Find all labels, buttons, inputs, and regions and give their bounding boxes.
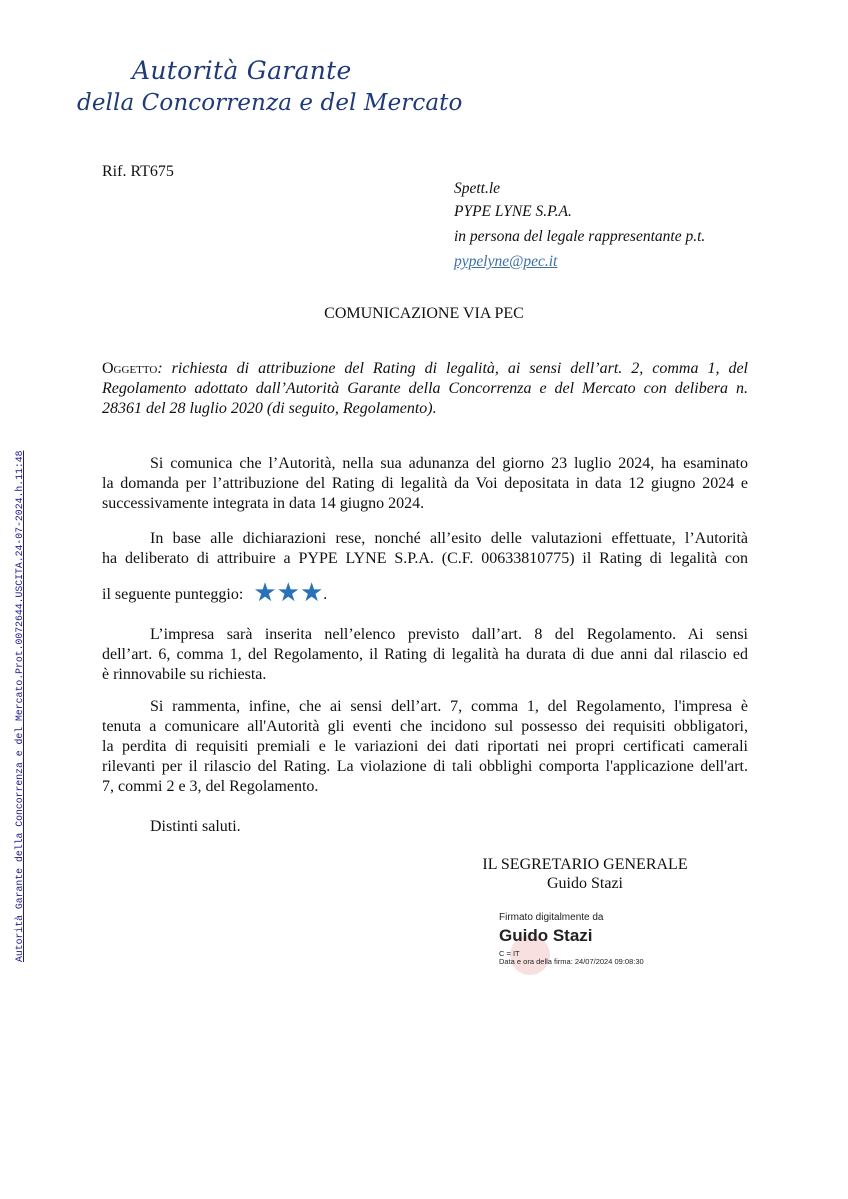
star-icon: ★ [276, 578, 300, 607]
star-icon: ★ [253, 578, 277, 607]
paragraph-4-line-2: tenuta a comunicare all'Autorità gli eventi che incidono sul possesso dei requisiti obbligatori, [102, 718, 748, 735]
subject-line-2: Regolamento adottato dall’Autorità Garante della Concorrenza e del Mercato con delibera n. [102, 380, 748, 397]
paragraph-4-line-1: Si rammenta, infine, che ai sensi dell’art. 7, comma 1, del Regolamento, l'impresa è [150, 698, 748, 715]
paragraph-4-line-5: 7, commi 2 e 3, del Regolamento. [102, 778, 319, 795]
subject-label: Oggetto [102, 360, 158, 377]
signer-title: IL SEGRETARIO GENERALE [482, 856, 688, 873]
paragraph-4-line-4: rilevanti per il rilascio del Rating. La violazione di tali obblighi comporta l'applicazione dell'art. [102, 758, 748, 775]
recipient-company: PYPE LYNE S.P.A. [454, 203, 572, 220]
score-label: il seguente punteggio: [102, 586, 244, 603]
recipient-email-link[interactable]: pypelyne@pec.it [454, 253, 558, 270]
paragraph-1-line-1: Si comunica che l’Autorità, nella sua adunanza del giorno 23 luglio 2024, ha esaminato [150, 455, 748, 472]
paragraph-1-line-3: successivamente integrata in data 14 giugno 2024. [102, 495, 425, 512]
paragraph-3 [102, 625, 748, 685]
subject-block [102, 359, 748, 419]
protocol-stamp: Autorità Garante della Concorrenza e del Mercato.Prot.0072644.USCITA.24-07-2024.h.11:48 [14, 450, 25, 962]
rating-stars [253, 578, 324, 607]
paragraph-2-line-1: In base alle dichiarazioni rese, nonché all’esito delle valutazioni effettuate, l’Autorità [150, 530, 748, 547]
score-line [102, 578, 328, 607]
score-end: . [323, 586, 328, 603]
paragraph-4 [102, 697, 748, 797]
document-heading: COMUNICAZIONE VIA PEC [324, 305, 524, 322]
subject-line-1: : richiesta di attribuzione del Rating di legalità, ai sensi dell’art. 2, comma 1, del [157, 360, 748, 377]
paragraph-3-line-3: è rinnovabile su richiesta. [102, 666, 267, 683]
paragraph-3-line-1: L’impresa sarà inserita nell’elenco previsto dall’art. 8 del Regolamento. Ai sensi [150, 626, 748, 643]
paragraph-2 [102, 529, 748, 569]
paragraph-4-line-3: la perdita di requisiti premiali e le variazioni dei dati riportati nei propri certificati camerali [102, 738, 748, 755]
closing-salutation: Distinti saluti. [150, 818, 241, 835]
subject-line-3: 28361 del 28 luglio 2020 (di seguito, Regolamento). [102, 400, 437, 417]
signer-name: Guido Stazi [547, 875, 623, 892]
digital-signature-caption: Firmato digitalmente da [499, 912, 604, 923]
digital-signature-signer: Guido Stazi [499, 926, 593, 945]
star-icon: ★ [299, 578, 324, 607]
logo-line-2: della Concorrenza e del Mercato [77, 90, 463, 116]
reference-number: Rif. RT675 [102, 163, 174, 180]
paragraph-3-line-2: dell’art. 6, comma 1, del Regolamento, il Rating di legalità ha durata di due anni dal rilascio ed [102, 646, 748, 663]
recipient-salutation: Spett.le [454, 180, 501, 197]
paragraph-2-line-2: ha deliberato di attribuire a PYPE LYNE S.P.A. (C.F. 00633810775) il Rating di legalità con [102, 550, 748, 567]
digital-signature-datetime: Data e ora della firma: 24/07/2024 09:08:30 [499, 957, 644, 966]
logo-line-1: Autorità Garante [132, 56, 352, 85]
digital-signature-country: C = IT [499, 949, 520, 958]
paragraph-1 [102, 454, 748, 514]
recipient-representative: in persona del legale rappresentante p.t. [454, 228, 706, 245]
paragraph-1-line-2: la domanda per l’attribuzione del Rating di legalità da Voi depositata in data 12 giugno 2024 e [102, 475, 748, 492]
